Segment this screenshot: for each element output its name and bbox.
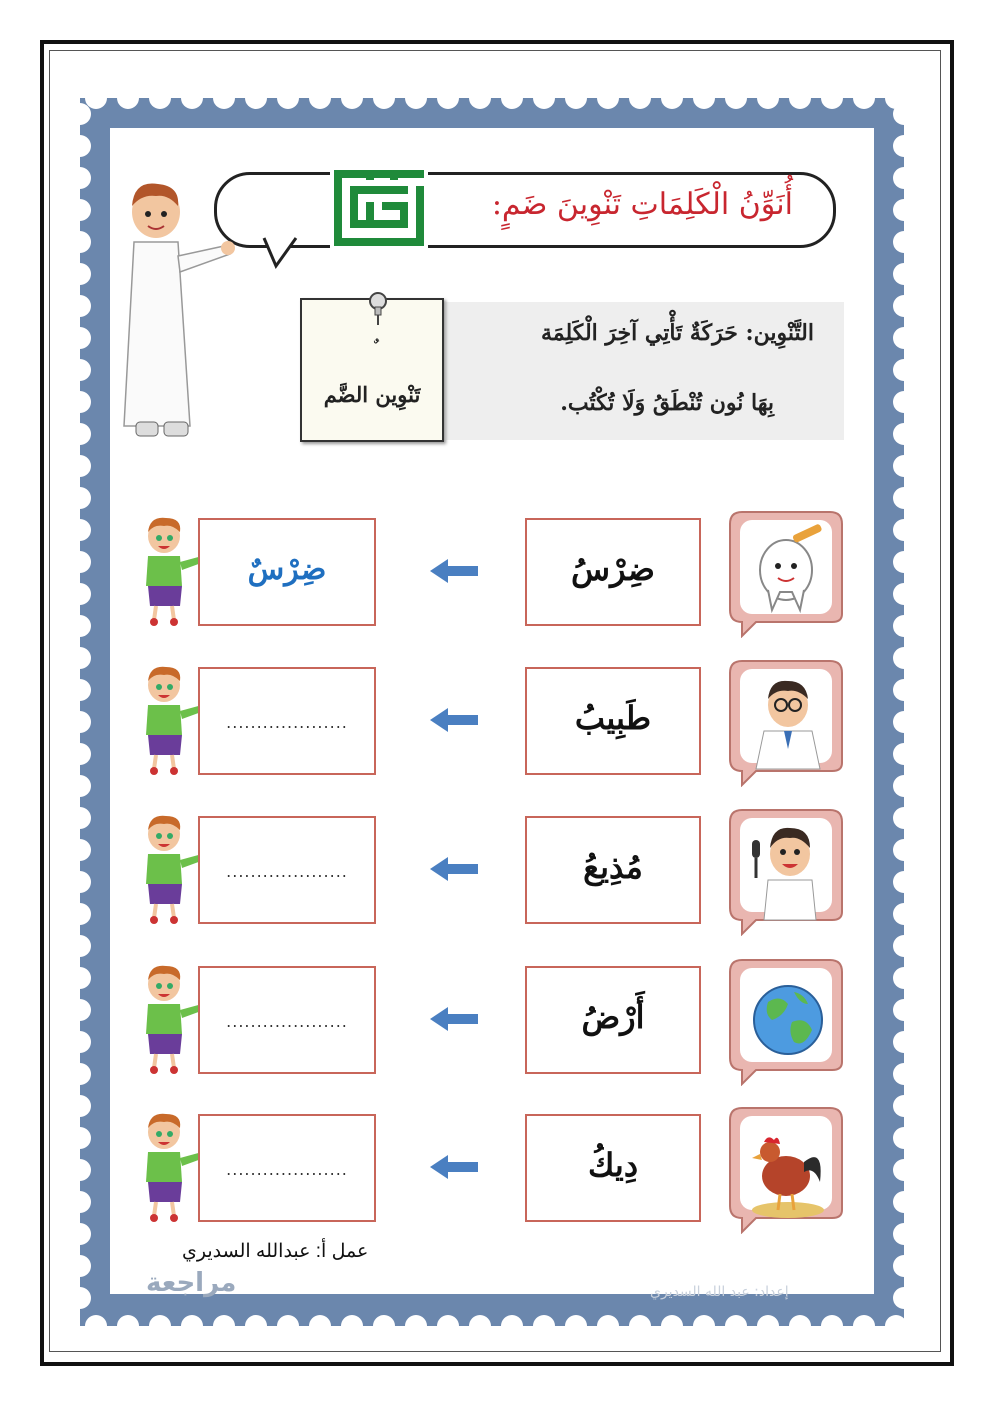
answer-blank[interactable]: .................... [226, 1012, 348, 1031]
word-box [525, 816, 701, 924]
example-answer [200, 552, 374, 587]
arrow-left-icon [428, 556, 480, 586]
answer-box[interactable] [198, 816, 376, 924]
rooster-icon [728, 1106, 844, 1234]
preparer-watermark: إعداد: عبد الله السديري [650, 1284, 789, 1300]
exercise-row [0, 518, 992, 628]
word-text: أَرْضُ [581, 998, 645, 1036]
example-answer-letters: ضِرْس [247, 552, 327, 587]
word-text: دِيكُ [587, 1146, 639, 1184]
answer-box[interactable] [198, 1114, 376, 1222]
watermark-text: مراجعة [146, 1268, 237, 1298]
picture-group [754, 986, 822, 1054]
pushpin-icon [366, 292, 390, 326]
definition-box [446, 302, 844, 440]
exercise-row [0, 816, 992, 926]
broadcaster-icon [728, 808, 844, 936]
arrow-left-icon [428, 705, 480, 735]
answer-box[interactable] [198, 966, 376, 1074]
title-speech-bubble [214, 172, 836, 248]
answer-box[interactable] [198, 518, 376, 626]
arrow-left-icon [428, 854, 480, 884]
page-title: أُنَوِّنُ الْكَلِمَاتِ تَنْوِينَ ضَمٍ: [491, 187, 793, 222]
word-text: مُذِيعُ [583, 848, 643, 886]
exercise-row [0, 667, 992, 777]
word-box [525, 518, 701, 626]
arrow-left-icon [428, 1004, 480, 1034]
earth-icon [728, 958, 844, 1086]
word-box [525, 966, 701, 1074]
exercise-row [0, 1114, 992, 1224]
answer-blank[interactable]: .................... [226, 1160, 348, 1179]
word-box [525, 1114, 701, 1222]
boy-presenter-illustration [120, 176, 240, 446]
dammatain-mark [302, 338, 442, 359]
doctor-icon [728, 659, 844, 787]
definition-line-1: التَّنْوِين: حَرَكَةٌ تَأْتِي آخِرَ الْكَلِمَة [541, 320, 814, 346]
answer-box[interactable] [198, 667, 376, 775]
author-credit: عمل أ: عبدالله السديري [182, 1241, 369, 1262]
answer-blank[interactable]: .................... [226, 862, 348, 881]
word-box [525, 667, 701, 775]
exercise-row [0, 966, 992, 1076]
kufic-logo [330, 166, 428, 250]
definition-line-2: بِهَا نُون تُنْطَقُ وَلَا تُكْتُب. [560, 390, 774, 416]
arrow-left-icon [428, 1152, 480, 1182]
word-text: طَبِيبُ [574, 699, 652, 737]
word-text: ضِرْسُ [571, 550, 655, 588]
bubble-tail [262, 236, 302, 270]
note-label: تَنْوِين الضَّم [323, 382, 421, 407]
tooth-icon [728, 510, 844, 638]
answer-blank[interactable]: .................... [226, 713, 348, 732]
